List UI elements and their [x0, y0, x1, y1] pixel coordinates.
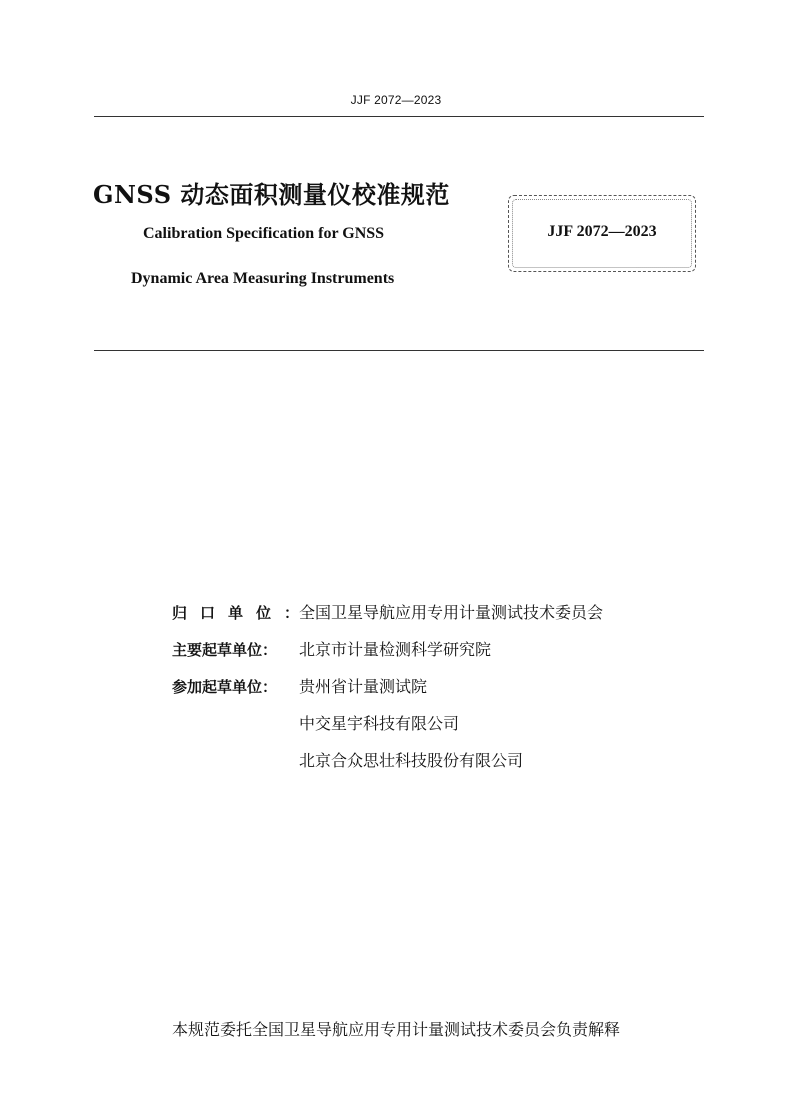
main-drafter-value: 北京市计量检测科学研究院 — [299, 640, 492, 659]
responsible-unit-value: 全国卫星导航应用专用计量测试技术委员会 — [299, 603, 604, 622]
participating-drafter-value: 中交星宇科技有限公司 — [299, 714, 460, 733]
header-divider — [94, 116, 704, 117]
participating-drafter-value: 北京合众思壮科技股份有限公司 — [299, 751, 524, 770]
participating-drafter-value: 贵州省计量测试院 — [299, 677, 428, 696]
responsible-unit-label: 归口单位： — [172, 604, 313, 622]
page-header-code: JJF 2072—2023 — [350, 93, 442, 107]
specification-code: JJF 2072—2023 — [547, 223, 657, 240]
specification-code-box — [508, 195, 696, 272]
participating-drafter-label: 参加起草单位： — [172, 678, 278, 696]
interpretation-note: 本规范委托全国卫星导航应用专用计量测试技术委员会负责解释 — [171, 1020, 620, 1039]
main-drafter-label: 主要起草单位： — [172, 641, 278, 659]
title-divider — [94, 350, 704, 351]
document-title-chinese: GNSS 动态面积测量仪校准规范 — [93, 180, 450, 209]
document-title-english-line2: Dynamic Area Measuring Instruments — [131, 270, 395, 287]
document-title-english-line1: Calibration Specification for GNSS — [143, 225, 385, 242]
